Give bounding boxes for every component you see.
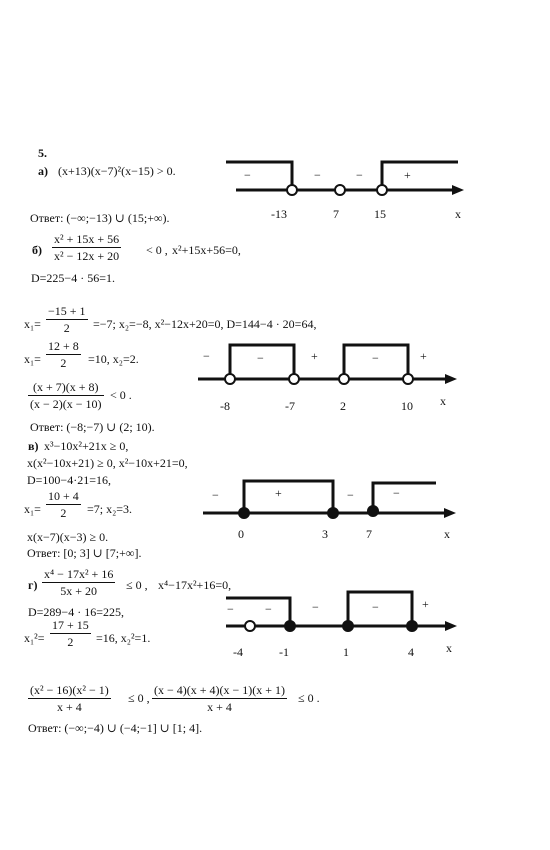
part-b-root2-num: 12 + 8 bbox=[48, 339, 79, 353]
axis-b-x-label: x bbox=[440, 394, 446, 408]
part-v-line2: x(x²−10x+21) ≥ 0, x²−10x+21=0, bbox=[27, 456, 188, 470]
axis-g-point-2 bbox=[285, 621, 295, 631]
axis-v-x-label: x bbox=[444, 527, 450, 541]
axis-v-label-1: 0 bbox=[238, 527, 244, 541]
axis-g-point-3 bbox=[343, 621, 353, 631]
part-g-fac2-den: x + 4 bbox=[207, 700, 232, 714]
axis-v-sign-1: − bbox=[212, 488, 219, 502]
axis-b-label-4: 10 bbox=[401, 399, 413, 413]
axis-a-label-1: -13 bbox=[271, 207, 287, 221]
part-v-inequality: x³−10x²+21x ≥ 0, bbox=[44, 439, 129, 453]
part-v-discriminant: D=100−4·21=16, bbox=[27, 473, 111, 487]
axis-g-sign-2: − bbox=[265, 602, 272, 616]
part-a-answer: Ответ: (−∞;−13) ∪ (15;+∞). bbox=[30, 211, 170, 225]
axis-v-label-2: 3 bbox=[322, 527, 328, 541]
part-b-frac-num: x² + 15x + 56 bbox=[54, 232, 120, 246]
part-g-discriminant: D=289−4 · 16=225, bbox=[28, 605, 124, 619]
part-a-label: а) bbox=[38, 164, 48, 178]
axis-b-sign-3: + bbox=[311, 349, 318, 363]
part-b-root2-rest: =10, x₂=2. bbox=[88, 352, 139, 366]
axis-b-sign-4: − bbox=[372, 351, 379, 365]
axis-a-x-label: x bbox=[455, 207, 461, 221]
part-b-label: б) bbox=[32, 243, 42, 257]
part-v-root-den: 2 bbox=[60, 506, 67, 520]
axis-g-sign-4: − bbox=[372, 600, 379, 614]
part-g-root-rest: =16, x₂²=1. bbox=[96, 631, 151, 645]
part-b-factored-rel: < 0 . bbox=[110, 388, 132, 402]
part-b-root1-rest: =−7; x₂=−8, x²−12x+20=0, D=144−4 · 20=64, bbox=[93, 317, 317, 331]
axis-v-sign-4: − bbox=[393, 486, 400, 500]
axis-v-label-3: 7 bbox=[366, 527, 372, 541]
part-g-fac1-den: x + 4 bbox=[56, 700, 82, 714]
part-b-answer: Ответ: (−8;−7) ∪ (2; 10). bbox=[30, 420, 155, 434]
part-g-root-den: 2 bbox=[67, 635, 74, 649]
axis-b-sign-1: − bbox=[203, 349, 210, 363]
part-g-root-num: 17 + 15 bbox=[52, 618, 89, 632]
part-g-frac-den: 5x + 20 bbox=[60, 584, 98, 598]
axis-g-point-4 bbox=[407, 621, 417, 631]
axis-b-label-1: -8 bbox=[220, 399, 230, 413]
part-g-factored2-rel: ≤ 0 . bbox=[298, 691, 320, 705]
part-g-answer: Ответ: (−∞;−4) ∪ (−4;−1] ∪ [1; 4]. bbox=[28, 721, 203, 735]
axis-b-label-2: -7 bbox=[285, 399, 295, 413]
axis-a-sign-1: − bbox=[244, 168, 251, 182]
part-b-discriminant: D=225−4 · 56=1. bbox=[31, 271, 115, 285]
axis-a-label-3: 15 bbox=[374, 207, 386, 221]
axis-g-point-1 bbox=[245, 621, 255, 631]
part-g-factored1-rel: ≤ 0 , bbox=[128, 691, 150, 705]
part-g-root-lhs: x₁²= bbox=[24, 631, 45, 645]
axis-g-label-4: 4 bbox=[408, 645, 414, 659]
axis-g-label-1: -4 bbox=[233, 645, 243, 659]
part-b-root1-den: 2 bbox=[63, 321, 70, 335]
axis-g-sign-5: + bbox=[422, 597, 429, 611]
part-b-root1-num: −15 + 1 bbox=[48, 304, 86, 318]
part-g-label: г) bbox=[28, 578, 38, 592]
axis-a-sign-4: + bbox=[404, 168, 411, 182]
axis-a-sign-2: − bbox=[314, 168, 321, 182]
axis-a-label-2: 7 bbox=[333, 207, 339, 221]
part-b-frac-den: x² − 12x + 20 bbox=[54, 249, 120, 263]
part-g-relation: ≤ 0 , bbox=[126, 578, 148, 592]
axis-b-sign-5: + bbox=[420, 349, 427, 363]
axis-v-sign-2: + bbox=[275, 486, 282, 500]
part-b-fac-den: (x − 2)(x − 10) bbox=[30, 397, 102, 411]
part-v-root-lhs: x₁= bbox=[24, 502, 41, 516]
part-v-factored: x(x−7)(x−3) ≥ 0. bbox=[27, 530, 109, 544]
part-v-label: в) bbox=[28, 439, 39, 453]
part-a-inequality: (x+13)(x−7)²(x−15) > 0. bbox=[58, 164, 176, 178]
part-b-relation: < 0 , bbox=[146, 243, 168, 257]
axis-v-sign-3: − bbox=[347, 488, 354, 502]
part-v-answer: Ответ: [0; 3] ∪ [7;+∞]. bbox=[27, 546, 142, 560]
part-b-fac-num: (x + 7)(x + 8) bbox=[28, 381, 104, 396]
axis-a-sign-3: − bbox=[356, 168, 363, 182]
axis-g-label-3: 1 bbox=[343, 645, 349, 659]
axis-b-sign-2: − bbox=[257, 351, 264, 365]
axis-g-label-2: -1 bbox=[279, 645, 289, 659]
part-b-root1-lhs: x₁= bbox=[24, 317, 41, 331]
part-v-root-rest: =7; x₂=3. bbox=[87, 502, 133, 516]
axis-g-x-label: x bbox=[446, 641, 452, 655]
part-b-root2-lhs: x₁= bbox=[24, 352, 41, 366]
axis-g-sign-1: − bbox=[227, 602, 234, 616]
part-g-fac1-num: (x² − 16)(x² − 1) bbox=[30, 683, 109, 697]
part-g-frac-num: x⁴ − 17x² + 16 bbox=[44, 567, 114, 581]
part-g-equation: x⁴−17x²+16=0, bbox=[158, 578, 232, 592]
axis-g-sign-3: − bbox=[312, 600, 319, 614]
axis-b-label-3: 2 bbox=[340, 399, 346, 413]
part-g-fac2-num: (x − 4)(x + 4)(x − 1)(x + 1) bbox=[154, 683, 286, 697]
part-v-root-num: 10 + 4 bbox=[48, 489, 79, 503]
part-b-root2-den: 2 bbox=[60, 356, 67, 370]
problem-number: 5. bbox=[38, 146, 47, 160]
part-b-equation: x²+15x+56=0, bbox=[172, 243, 241, 257]
